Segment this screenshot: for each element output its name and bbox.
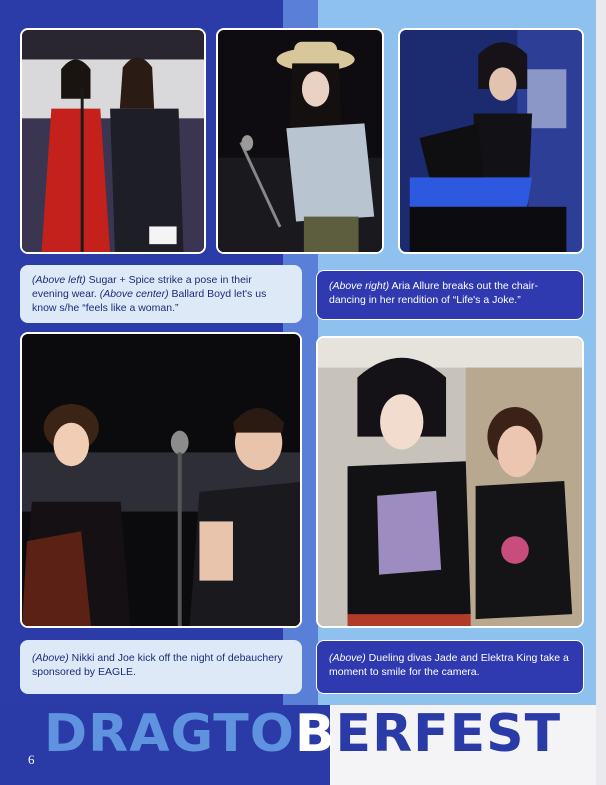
caption-text-sugar-spice: Sugar + Spice strike a pose in their evening wear. (32, 274, 252, 300)
caption-jade-elektra (316, 640, 584, 694)
caption-nikki-joe (20, 640, 302, 694)
caption-lead-above-jade: (Above) (329, 652, 366, 664)
page-edge (596, 0, 606, 785)
caption-lead-above-right: (Above right) (329, 280, 390, 292)
caption-lead-above-left: (Above left) (32, 274, 86, 286)
photo-nikki-joe (20, 332, 302, 628)
title-part-1: DRAGTO (44, 704, 295, 764)
caption-text-ballard: Ballard Boyd let's us know s/he “feels like a woman.” (32, 288, 267, 314)
title-part-3: ERFEST (335, 704, 562, 764)
page-number: 6 (28, 752, 35, 767)
caption-text-aria: Aria Allure breaks out the chair-dancing in her rendition of “Life's a Joke.” (329, 280, 538, 306)
photo-ballard-boyd (216, 28, 384, 254)
caption-text-nikki-joe: Nikki and Joe kick off the night of debauchery sponsored by EAGLE. (32, 652, 283, 678)
caption-lead-above-nikki: (Above) (32, 652, 69, 664)
caption-text-jade-elektra: Dueling divas Jade and Elektra King take a moment to smile for the camera. (329, 652, 569, 678)
title-part-2: B (294, 704, 336, 764)
page-title (44, 702, 584, 766)
photo-aria-allure (398, 28, 584, 254)
caption-aria-allure (316, 270, 584, 320)
photo-jade-elektra (316, 336, 584, 628)
caption-lead-above-center: (Above center) (99, 288, 169, 300)
photo-sugar-spice (20, 28, 206, 254)
caption-sugar-spice-ballard (20, 265, 302, 323)
